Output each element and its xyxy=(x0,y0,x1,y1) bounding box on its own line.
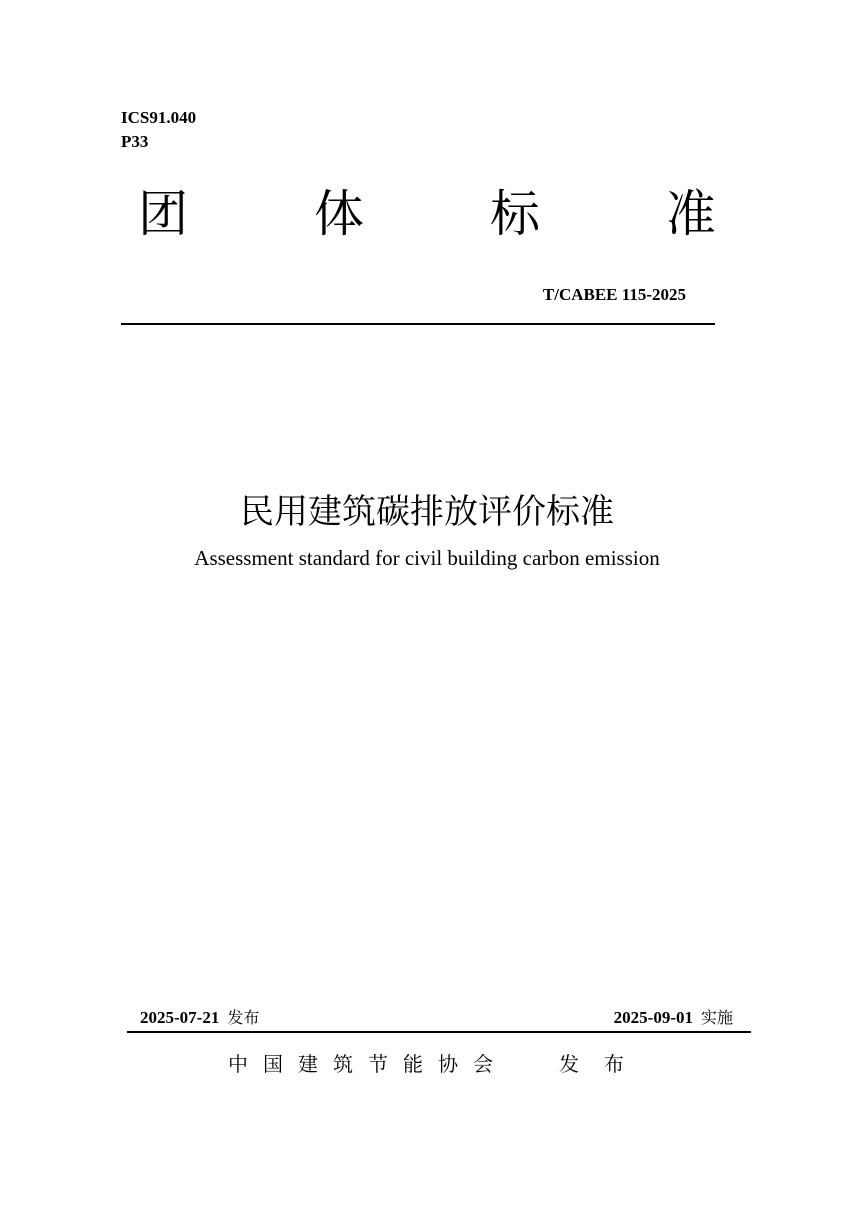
release-label: 发布 xyxy=(227,1008,260,1027)
release-date-block xyxy=(140,1007,259,1029)
effective-label: 实施 xyxy=(700,1008,733,1027)
effective-date: 2025-09-01 xyxy=(613,1008,693,1027)
standard-title-chinese: 民用建筑碳排放评价标准 xyxy=(240,492,614,532)
ics-code: ICS91.040 xyxy=(121,108,197,127)
header-divider xyxy=(121,323,715,325)
publisher-name: 中国建筑节能协会 xyxy=(228,1052,508,1076)
standard-title-english: Assessment standard for civil building carbon emission xyxy=(194,546,660,570)
standard-number: T/CABEE 115-2025 xyxy=(542,285,686,304)
release-date: 2025-07-21 xyxy=(140,1008,220,1027)
footer-divider xyxy=(127,1031,751,1033)
ccs-code: P33 xyxy=(121,132,149,151)
publish-label: 发布 xyxy=(559,1052,649,1076)
effective-date-block xyxy=(614,1007,733,1029)
classification-codes xyxy=(121,106,196,154)
document-type-heading: 团 体 标 准 xyxy=(138,185,771,243)
